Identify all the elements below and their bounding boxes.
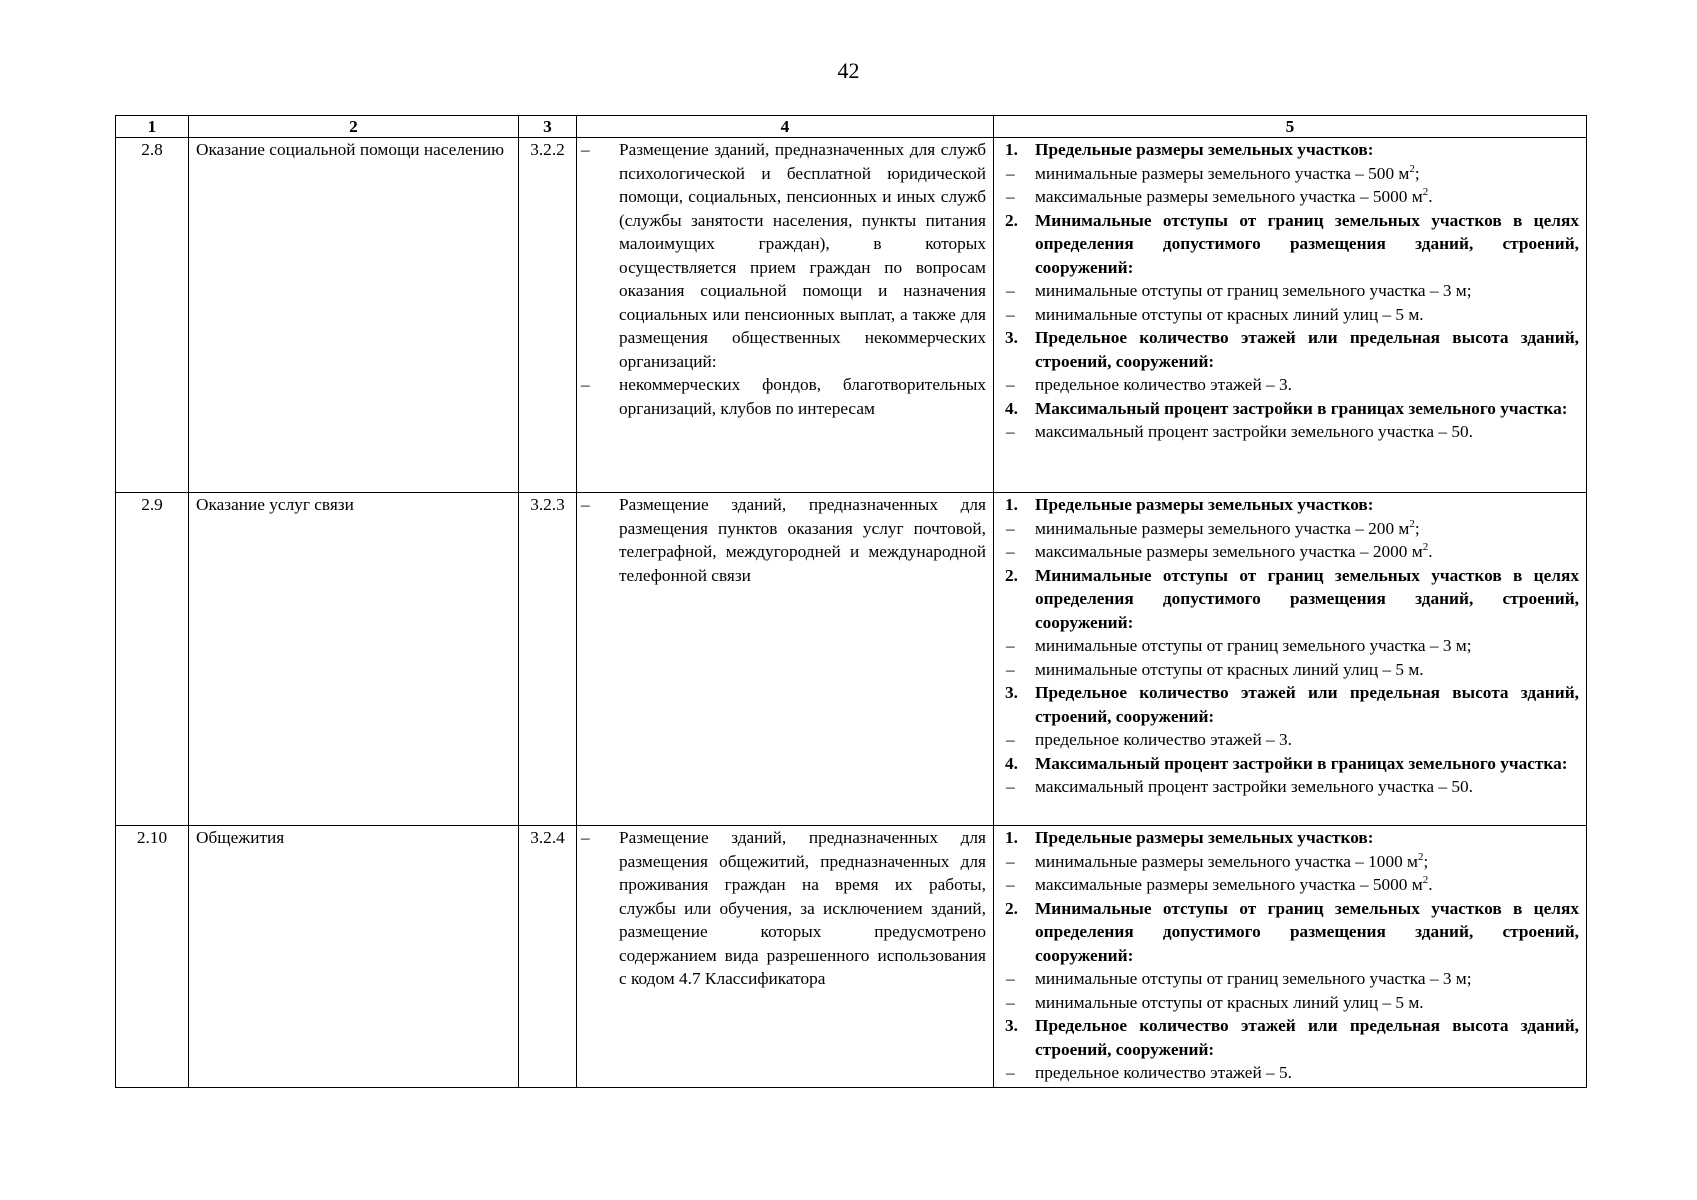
- param-heading: 3. Предельное количество этажей или предельная высота зданий, строений, сооружений:: [1005, 683, 1579, 726]
- use-description: [577, 138, 994, 493]
- table-row: [116, 138, 1587, 493]
- param-value: – минимальные размеры земельного участка – 500 $м^2$;: [1001, 162, 1579, 186]
- header-col-2: 2: [189, 116, 519, 138]
- header-col-5: 5: [994, 116, 1587, 138]
- param-value: – минимальные размеры земельного участка – 1000 $м^2$;: [1001, 850, 1579, 874]
- param-block: [1001, 752, 1579, 799]
- param-block: [1001, 681, 1579, 752]
- param-value: – минимальные отступы от границ земельного участка – 3 м;: [1001, 634, 1579, 658]
- parameters-cell: [994, 826, 1587, 1088]
- classifier-code: 3.2.2: [519, 138, 577, 493]
- param-block: [1001, 826, 1579, 897]
- param-value: – минимальные отступы от красных линий улиц – 5 м.: [1001, 991, 1579, 1015]
- param-value: – минимальные отступы от красных линий улиц – 5 м.: [1001, 658, 1579, 682]
- use-type-name: Общежития: [189, 826, 519, 1088]
- use-type-name: Оказание социальной помощи населению: [189, 138, 519, 493]
- table-row: [116, 493, 1587, 826]
- param-value: – максимальные размеры земельного участка – 5000 $м^2$.: [1001, 185, 1579, 209]
- param-heading: 4. Максимальный процент застройки в границах земельного участка:: [1005, 398, 1568, 418]
- regulations-table: [115, 115, 1587, 1088]
- description-item: – Размещение зданий, предназначенных для размещения пунктов оказания услуг почтовой, телеграфной, междугородней и международной телефонной связи: [579, 493, 986, 587]
- param-block: [1001, 1014, 1579, 1085]
- param-block: [1001, 564, 1579, 682]
- param-heading: 1. Предельные размеры земельных участков:: [1005, 140, 1374, 159]
- table-row: [116, 826, 1587, 1088]
- param-block: [1001, 138, 1579, 209]
- use-description: [577, 493, 994, 826]
- row-number: 2.9: [116, 493, 189, 826]
- param-value: – минимальные размеры земельного участка – 200 $м^2$;: [1001, 517, 1579, 541]
- param-heading: 4. Максимальный процент застройки в границах земельного участка:: [1005, 753, 1568, 773]
- param-block: [1001, 493, 1579, 564]
- param-value: – максимальный процент застройки земельного участка – 50.: [1001, 775, 1579, 799]
- description-item: – некоммерческих фондов, благотворительных организаций, клубов по интересам: [579, 373, 986, 420]
- param-block: [1001, 397, 1579, 444]
- param-block: [1001, 209, 1579, 327]
- param-heading: 2. Минимальные отступы от границ земельных участков в целях определения допустимого размещения зданий, строений, сооружений:: [1005, 898, 1579, 965]
- param-value: – предельное количество этажей – 5.: [1001, 1061, 1579, 1085]
- parameters-cell: [994, 138, 1587, 493]
- header-col-3: 3: [519, 116, 577, 138]
- param-value: – предельное количество этажей – 3.: [1001, 373, 1579, 397]
- param-block: [1001, 897, 1579, 1015]
- use-description: [577, 826, 994, 1088]
- classifier-code: 3.2.4: [519, 826, 577, 1088]
- param-heading: 1. Предельные размеры земельных участков:: [1005, 828, 1374, 847]
- header-row: [116, 116, 1587, 138]
- param-heading: 3. Предельное количество этажей или предельная высота зданий, строений, сооружений:: [1005, 328, 1579, 371]
- description-item: – Размещение зданий, предназначенных для размещения общежитий, предназначенных для проживания граждан на время их работы, службы или обучения, за исключением зданий, размещение которых предусмотрено содержанием вида разрешенного использования с кодом 4.7 Классификатора: [579, 826, 986, 991]
- header-col-1: 1: [116, 116, 189, 138]
- param-heading: 1. Предельные размеры земельных участков:: [1005, 495, 1374, 514]
- param-value: – максимальные размеры земельного участка – 2000 $м^2$.: [1001, 540, 1579, 564]
- row-number: 2.8: [116, 138, 189, 493]
- header-col-4: 4: [577, 116, 994, 138]
- page-number: 42: [837, 58, 860, 83]
- param-heading: 2. Минимальные отступы от границ земельных участков в целях определения допустимого размещения зданий, строений, сооружений:: [1005, 565, 1579, 632]
- row-number: 2.10: [116, 826, 189, 1088]
- param-value: – минимальные отступы от границ земельного участка – 3 м;: [1001, 967, 1579, 991]
- param-block: [1001, 326, 1579, 397]
- param-value: – минимальные отступы от красных линий улиц – 5 м.: [1001, 303, 1579, 327]
- param-value: – максимальные размеры земельного участка – 5000 $м^2$.: [1001, 873, 1579, 897]
- param-value: – предельное количество этажей – 3.: [1001, 728, 1579, 752]
- param-value: – максимальный процент застройки земельного участка – 50.: [1001, 420, 1579, 444]
- description-item: – Размещение зданий, предназначенных для служб психологической и бесплатной юридической помощи, социальных, пенсионных и иных служб (службы занятости населения, пункты питания малоимущих граждан), в которых осуществляется прием граждан по вопросам оказания социальной помощи и назначения социальных или пенсионных выплат, а также для размещения общественных некоммерческих организаций:: [579, 138, 986, 373]
- parameters-cell: [994, 493, 1587, 826]
- param-value: – минимальные отступы от границ земельного участка – 3 м;: [1001, 279, 1579, 303]
- param-heading: 2. Минимальные отступы от границ земельных участков в целях определения допустимого размещения зданий, строений, сооружений:: [1005, 210, 1579, 277]
- classifier-code: 3.2.3: [519, 493, 577, 826]
- use-type-name: Оказание услуг связи: [189, 493, 519, 826]
- param-heading: 3. Предельное количество этажей или предельная высота зданий, строений, сооружений:: [1005, 1016, 1579, 1059]
